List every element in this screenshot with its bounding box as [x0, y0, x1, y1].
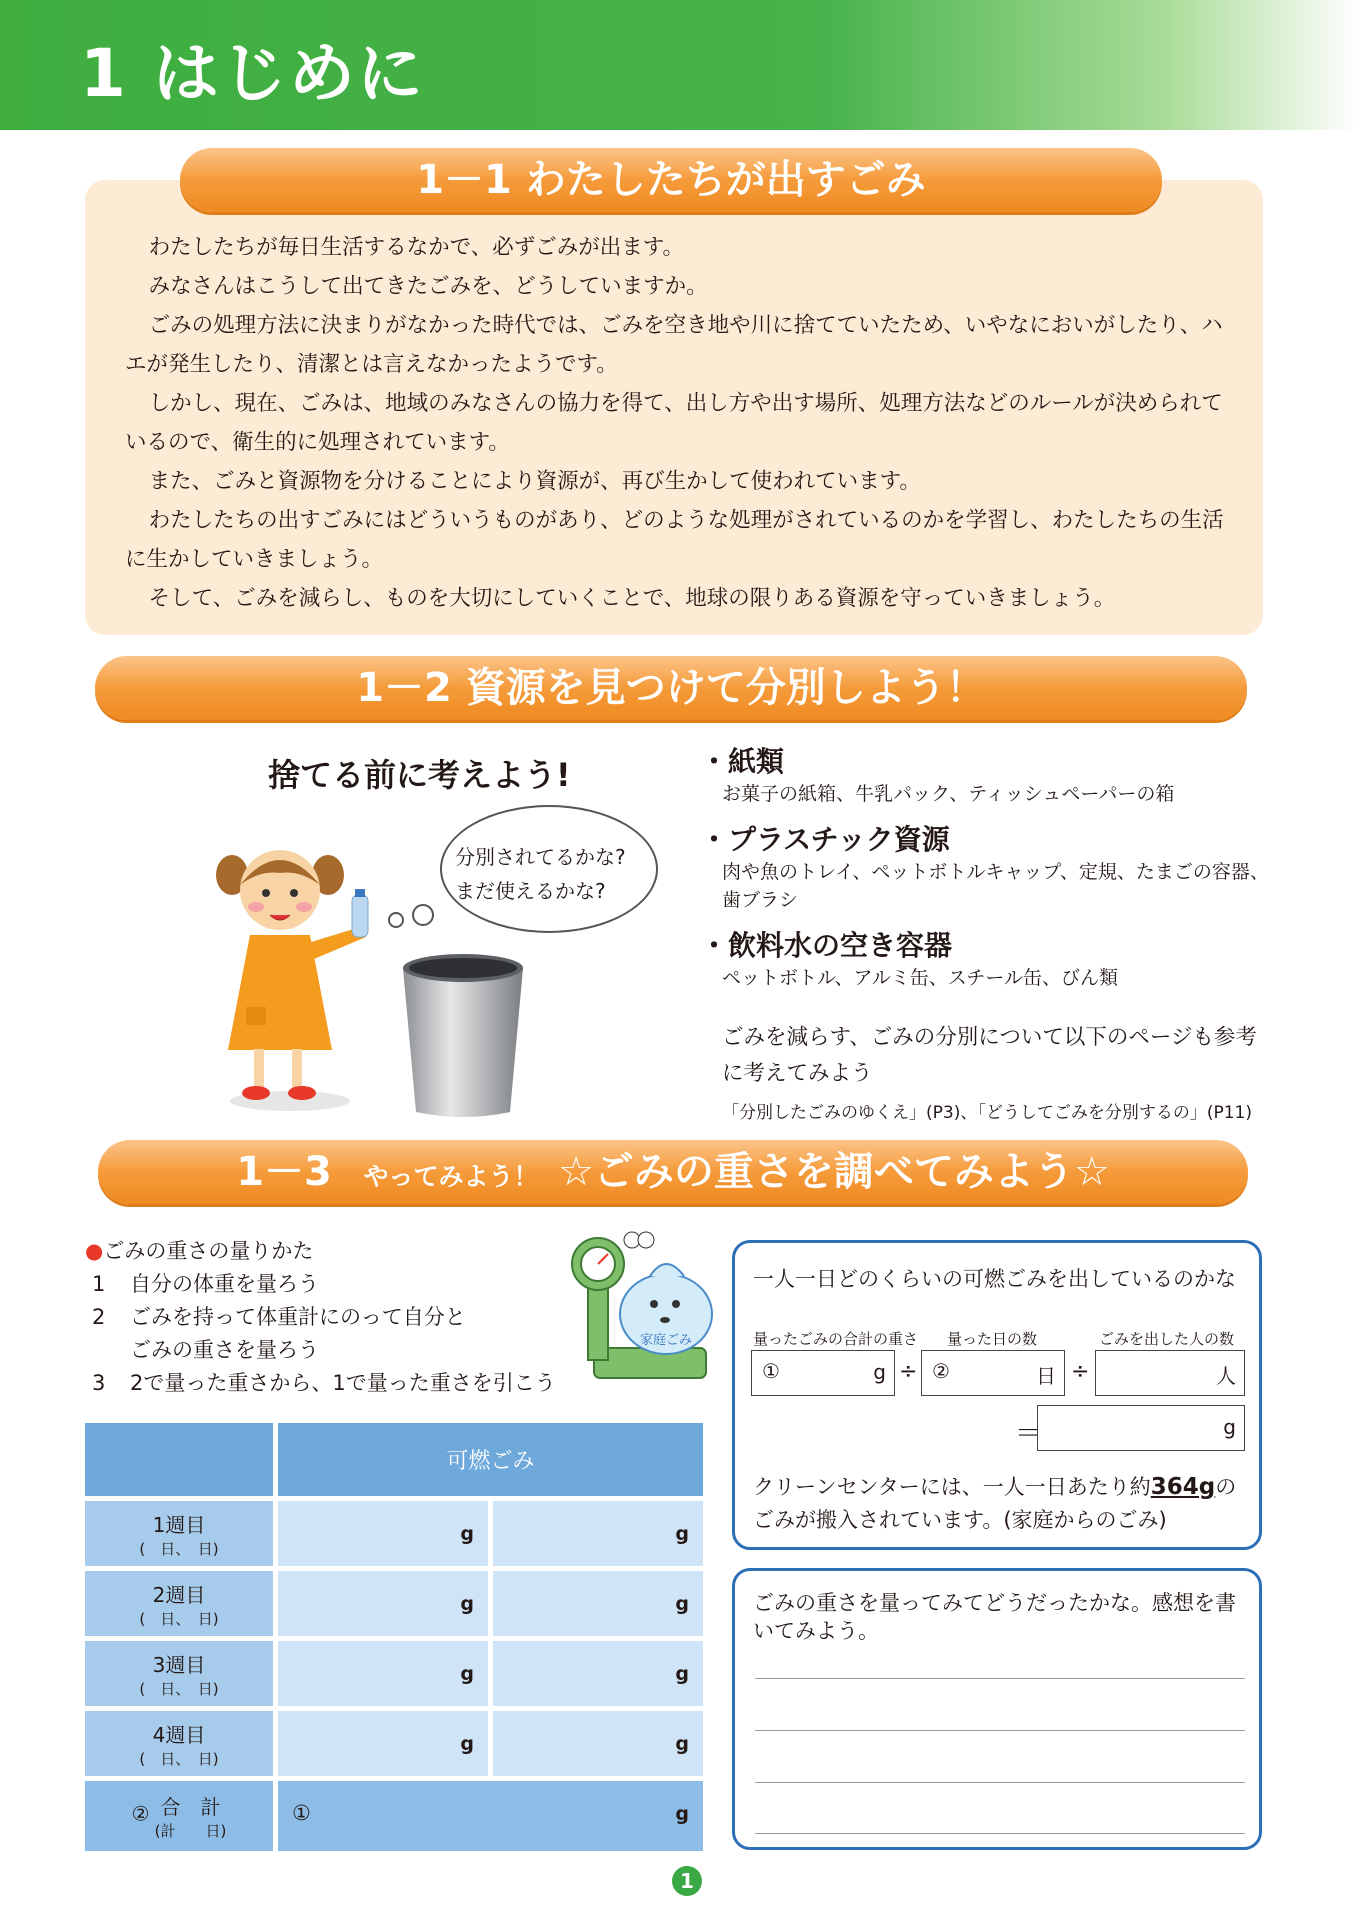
intro-paragraph: みなさんはこうして出てきたごみを、どうしていますか。 — [148, 274, 708, 299]
intro-paragraph: そして、ごみを減らし、ものを大切にしていくことで、地球の限りある資源を守っていきましょう。 — [148, 586, 1116, 611]
writing-line[interactable] — [755, 1782, 1245, 1783]
scale-illustration — [566, 1228, 726, 1388]
weight-input[interactable]: g — [493, 1571, 703, 1636]
intro-text — [125, 228, 1235, 618]
step-item — [92, 1268, 556, 1301]
total-weight-field[interactable]: ① g — [751, 1350, 895, 1396]
category-title: ・プラスチック資源 — [700, 823, 950, 856]
step-number: 1 — [92, 1272, 106, 1296]
table-header: 可燃ごみ — [278, 1423, 703, 1496]
calc-label: 量った日の数 — [947, 1330, 1038, 1348]
week-label: 3週目 ( 日、 日) — [85, 1641, 273, 1706]
weight-input[interactable]: g — [278, 1641, 488, 1706]
red-bullet-icon: ● — [85, 1239, 104, 1263]
think-heading: 捨てる前に考えよう! — [268, 756, 571, 794]
step-number: 2 — [92, 1305, 106, 1329]
step-item — [92, 1367, 556, 1400]
divide-sign: ÷ — [899, 1359, 918, 1384]
weight-input[interactable]: g — [278, 1571, 488, 1636]
step-text: 自分の体重を量ろう — [130, 1272, 319, 1296]
writing-line[interactable] — [755, 1730, 1245, 1731]
divide-sign: ÷ — [1071, 1359, 1090, 1384]
section-banner-1-2 — [95, 656, 1247, 720]
section-number: 1－3 — [236, 1149, 332, 1195]
weight-input[interactable]: g — [493, 1711, 703, 1776]
category-items: ペットボトル、アルミ缶、スチール缶、びん類 — [722, 967, 1118, 989]
page-reference: 「分別したごみのゆくえ」(P3)、「どうしてごみを分別するの」(P11) — [722, 1103, 1252, 1123]
weight-table — [80, 1418, 708, 1856]
resource-list — [700, 740, 1270, 992]
people-field[interactable]: 人 — [1095, 1350, 1245, 1396]
step-text: 2で量った重さから、1で量った重さを引こう — [130, 1371, 556, 1395]
thought-dot — [412, 904, 434, 926]
days-field[interactable]: ② 日 — [921, 1350, 1065, 1396]
thought-line: まだ使えるかな? — [455, 879, 606, 903]
section-title: 1－1 わたしたちが出すごみ — [416, 157, 926, 203]
scale-label: 家庭ごみ — [639, 1333, 693, 1348]
howto-label: ごみの重さの量りかた — [103, 1239, 314, 1263]
step-number: 3 — [92, 1371, 106, 1395]
impression-prompt: ごみの重さを量ってみてどうだったかな。感想を書いてみよう。 — [753, 1591, 1236, 1643]
section-title: 1－2 資源を見つけて分別しよう！ — [356, 665, 986, 711]
table-header-blank — [85, 1423, 273, 1496]
weight-input[interactable]: g — [278, 1501, 488, 1566]
clean-center-note: クリーンセンターには、一人一日あたり約364gのごみが搬入されています。(家庭からのごみ) — [753, 1474, 1237, 1532]
impression-box — [732, 1568, 1262, 1850]
category-items: 肉や魚のトレイ、ペットボトルキャップ、定規、たまごの容器、歯ブラシ — [722, 861, 1269, 911]
weight-input[interactable]: g — [278, 1711, 488, 1776]
intro-paragraph: わたしたちの出すごみにはどういうものがあり、どのような処理がされているのかを学習し、わたしたちの生活に生かしていきましょう。 — [125, 508, 1224, 572]
equals-sign: ＝ — [1015, 1419, 1042, 1449]
total-weight-input[interactable]: ① g — [278, 1781, 703, 1851]
table-row — [85, 1571, 703, 1636]
calc-label: 量ったごみの合計の重さ — [753, 1330, 919, 1348]
table-row — [85, 1501, 703, 1566]
intro-box — [85, 180, 1263, 635]
section-banner-1-3 — [98, 1140, 1248, 1204]
total-row — [85, 1781, 703, 1851]
tip-text: ごみを減らす、ごみの分別について以下のページも参考に考えてみよう — [722, 1025, 1257, 1086]
section-subtitle: やってみよう！ — [363, 1162, 539, 1191]
step-item — [92, 1301, 556, 1334]
category-title: ・紙類 — [700, 745, 785, 778]
table-row — [85, 1711, 703, 1776]
writing-line[interactable] — [755, 1833, 1245, 1834]
intro-paragraph: わたしたちが毎日生活するなかで、必ずごみが出ます。 — [148, 235, 684, 260]
weight-input[interactable]: g — [493, 1501, 703, 1566]
step-list — [92, 1268, 556, 1400]
calc-label: ごみを出した人の数 — [1099, 1330, 1235, 1348]
intro-paragraph: しかし、現在、ごみは、地域のみなさんの協力を得て、出し方や出す場所、処理方法などのルールが決められているので、衛生的に処理されています。 — [125, 391, 1223, 455]
howto-title — [85, 1235, 313, 1265]
trash-bin-illustration — [398, 950, 528, 1120]
week-label: 1週目 ( 日、 日) — [85, 1501, 273, 1566]
thought-dot — [388, 912, 404, 928]
girl-illustration — [210, 835, 395, 1115]
calculation-box — [732, 1240, 1262, 1550]
week-label: 4週目 ( 日、 日) — [85, 1711, 273, 1776]
page-title: 1 はじめに — [80, 35, 425, 112]
thought-line: 分別されてるかな? — [455, 845, 626, 869]
page-number: 1 — [672, 1866, 702, 1896]
section-title: ☆ごみの重さを調べてみよう☆ — [558, 1149, 1110, 1195]
step-text: ごみを持って体重計にのって自分と — [130, 1305, 466, 1329]
total-label: ② 合 計 (計 日) — [85, 1781, 273, 1851]
calc-question: 一人一日どのくらいの可燃ごみを出しているのかな — [753, 1267, 1236, 1291]
daily-amount: 364g — [1150, 1474, 1216, 1500]
writing-line[interactable] — [755, 1678, 1245, 1679]
thought-text — [455, 840, 626, 908]
intro-paragraph: また、ごみと資源物を分けることにより資源が、再び生かして使われています。 — [148, 469, 921, 494]
table-row — [85, 1641, 703, 1706]
week-label: 2週目 ( 日、 日) — [85, 1571, 273, 1636]
category-items: お菓子の紙箱、牛乳パック、ティッシュペーパーの箱 — [722, 783, 1175, 805]
step-continuation: ごみの重さを量ろう — [130, 1338, 319, 1362]
section-banner-1-1 — [180, 148, 1162, 212]
category-title: ・飲料水の空き容器 — [700, 929, 953, 962]
intro-paragraph: ごみの処理方法に決まりがなかった時代では、ごみを空き地や川に捨てていたため、いやなにおいがしたり、ハエが発生したり、清潔とは言えなかったようです。 — [125, 313, 1223, 377]
result-field[interactable]: g — [1037, 1405, 1245, 1451]
weight-input[interactable]: g — [493, 1641, 703, 1706]
